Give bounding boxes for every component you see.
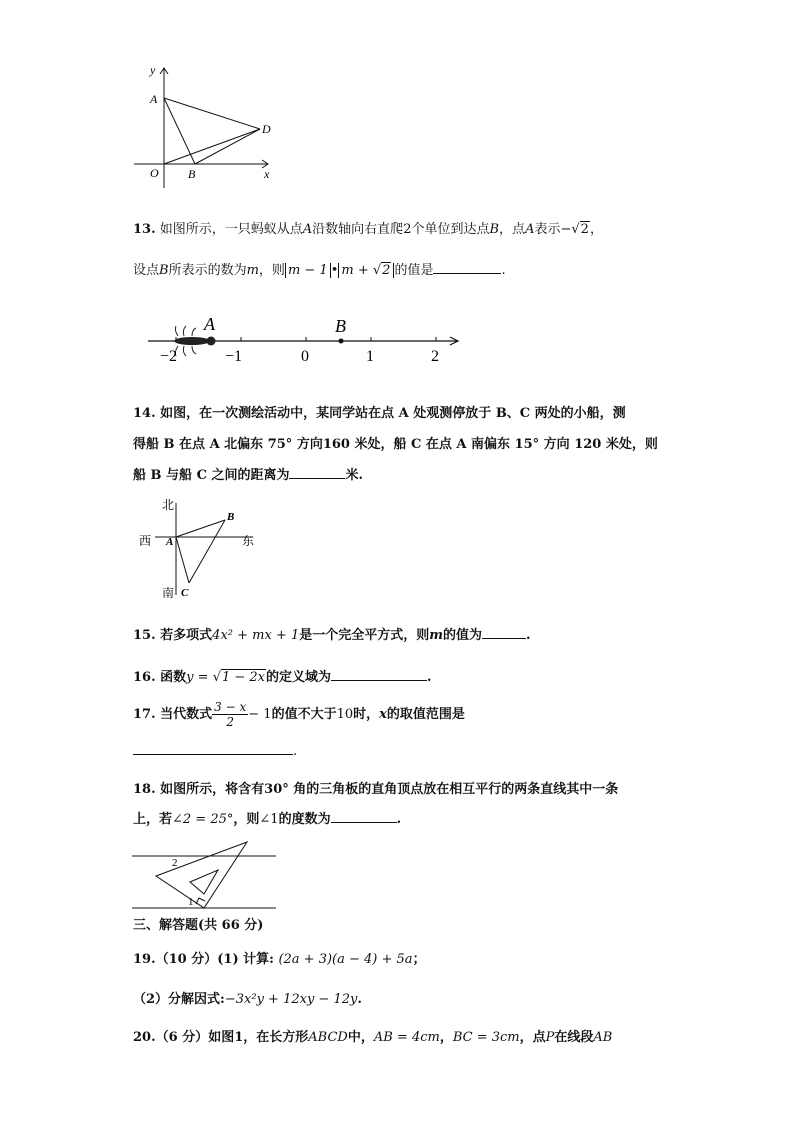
section-title: 三、解答题(共 66 分)	[133, 918, 264, 933]
segment-BD	[195, 129, 260, 164]
question-17-answer-line: .	[133, 742, 297, 759]
triangle-ruler-figure	[132, 838, 278, 912]
point-A-label: A	[150, 92, 158, 106]
number-line	[146, 312, 466, 366]
question-17: 17. 当代数式 $\frac{3 - x}{2}$ − 1的值不大于10时，x的取值范围是	[133, 700, 465, 729]
question-13-line1: 13. 如图所示，一只蚂蚁从点A沿数轴向右直爬2个单位到达点B，点A表示−√2，	[133, 222, 603, 237]
tick-label: 2	[431, 348, 439, 365]
point-B-dot	[339, 339, 344, 344]
x-label: x	[264, 167, 270, 181]
tick-label: −2	[160, 348, 178, 365]
question-14-line2: 得船 B 在点 A 北偏东 75° 方向160 米处，船 C 在点 A 南偏东 15° 方向 120 米处，则	[133, 437, 658, 452]
point-B-label: B	[188, 167, 196, 181]
answer-blank-15[interactable]	[482, 626, 526, 639]
question-16: 16. 函数y = √1 − 2x的定义域为 .	[133, 670, 432, 685]
point-D-label: D	[262, 122, 271, 136]
question-14-line1: 14. 如图，在一次测绘活动中，某同学站在点 A 处观测停放于 B、C 两处的小船，测	[133, 406, 626, 421]
angle-2-label: 2	[172, 857, 178, 869]
question-20: 20.（6 分）如图1，在长方形ABCD中，AB = 4cm，BC = 3cm，点P在线段AB	[133, 1030, 613, 1045]
east-label: 东	[242, 534, 255, 548]
segment-AD	[164, 98, 260, 129]
point-A-label: A	[166, 536, 174, 548]
point-B-label: B	[227, 511, 235, 523]
answer-blank-17[interactable]	[133, 742, 293, 755]
angle-1-label: 1	[188, 896, 194, 908]
west-label: 西	[139, 534, 152, 548]
origin-label: O	[150, 166, 159, 180]
tick-label: 0	[301, 348, 309, 365]
segment-OD	[164, 129, 260, 164]
y-label: y	[150, 63, 156, 77]
south-label: 南	[162, 586, 175, 600]
answer-blank-18[interactable]	[331, 810, 397, 823]
point-C-label: C	[181, 587, 189, 599]
question-13-line2: 设点B所表示的数为m，则 m − 1 • m + √2 的值是 .	[133, 263, 506, 278]
point-A-label: A	[204, 314, 215, 334]
tick-label: 1	[366, 348, 374, 365]
answer-blank-14[interactable]	[289, 466, 345, 479]
question-15: 15. 若多项式4x² + mx + 1是一个完全平方式，则m的值为 .	[133, 628, 531, 643]
question-18-line1: 18. 如图所示，将含有30° 角的三角板的直角顶点放在相互平行的两条直线其中一条	[133, 782, 619, 797]
point-B-label: B	[335, 316, 346, 336]
question-14-line3: 船 B 与船 C 之间的距离为 米.	[133, 468, 363, 483]
answer-blank-16[interactable]	[331, 668, 427, 681]
question-19-part2: （2）分解因式:−3x²y + 12xy − 12y.	[133, 992, 362, 1007]
coordinate-figure	[130, 58, 280, 198]
question-18-line2: 上，若∠2 = 25°，则∠1的度数为 .	[133, 812, 402, 827]
answer-blank-13[interactable]	[433, 261, 501, 274]
question-19-part1: 19.（10 分）(1) 计算: (2a + 3)(a − 4) + 5a；	[133, 952, 426, 967]
tick-label: −1	[225, 348, 243, 365]
compass-figure	[135, 495, 265, 603]
north-label: 北	[162, 498, 175, 512]
